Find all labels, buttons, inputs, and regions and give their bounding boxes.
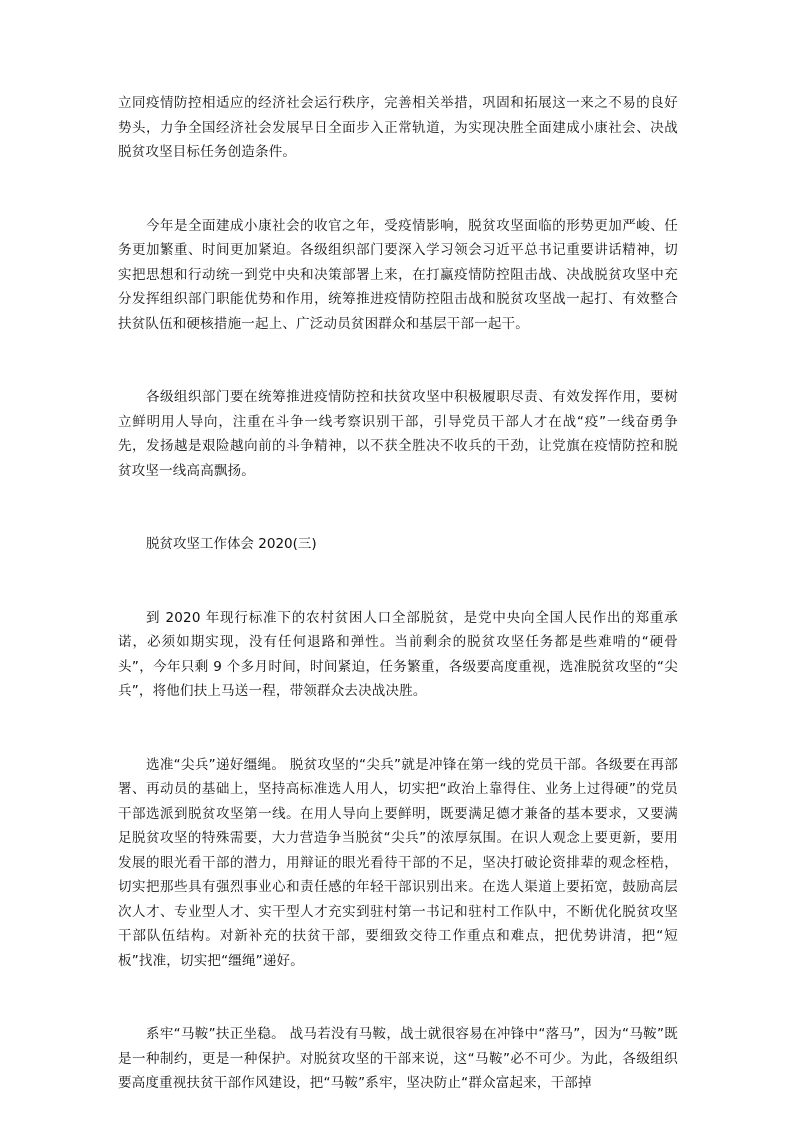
section-title: 脱贫攻坚工作体会 2020(三) xyxy=(146,536,317,552)
paragraph-gap xyxy=(118,973,678,1022)
paragraph-continuation: 立同疫情防控相适应的经济社会运行秩序，完善相关举措，巩固和拓展这一来之不易的良好势头，力争全国经济社会发展早日全面步入正常轨道，为实现决胜全面建成小康社会、决战脱贫攻坚目标任务创造条件。 xyxy=(118,95,678,160)
paragraph: 今年是全面建成小康社会的收官之年，受疫情影响，脱贫攻坚面临的形势更加严峻、任务更加繁重、时间更加紧迫。各级组织部门要深入学习领会习近平总书记重要讲话精神，切实把思想和行动统一到党中央和决策部署上来，在打赢疫情防控阻击战、决战脱贫攻坚中充分发挥组织部门职能优势和作用，统筹推进疫情防控阻击战和脱贫攻坚战一起打、有效整合扶贫队伍和硬核措施一起上、广泛动员贫困群众和基层干部一起干。 xyxy=(118,217,678,332)
paragraph: 各级组织部门要在统筹推进疫情防控和扶贫攻坚中积极履职尽责、有效发挥作用，要树立鲜明用人导向，注重在斗争一线考察识别干部，引导党员干部人才在战“疫”一线奋勇争先，发扬越是艰险越向前的斗争精神，以不获全胜决不收兵的干劲，让党旗在疫情防控和脱贫攻坚一线高高飘扬。 xyxy=(118,389,678,479)
paragraph: 到 2020 年现行标准下的农村贫困人口全部脱贫，是党中央向全国人民作出的郑重承诺，必须如期实现，没有任何退路和弹性。当前剩余的脱贫攻坚任务都是些难啃的“硬骨头”，今年只剩 9 个多月时间，时间紧迫，任务繁重，各级要高度重视，选准脱贫攻坚的“尖兵”，将他们扶上马送一程，带领群众去决战决胜。 xyxy=(118,609,678,699)
paragraph-gap xyxy=(118,483,678,532)
paragraph-gap xyxy=(118,704,678,753)
paragraph-gap xyxy=(118,336,678,385)
document-body xyxy=(118,91,678,1096)
paragraph: 选准“尖兵”递好缰绳。 脱贫攻坚的“尖兵”就是冲锋在第一线的党员干部。各级要在再部署、再动员的基础上，坚持高标准选人用人，切实把“政治上靠得住、业务上过得硬”的党员干部选派到脱贫攻坚第一线。在用人导向上要鲜明，既要满足德才兼备的基本要求，又要满足脱贫攻坚的特殊需要，大力营造争当脱贫“尖兵”的浓厚氛围。在识人观念上要更新，要用发展的眼光看干部的潜力，用辩证的眼光看待干部的不足，坚决打破论资排辈的观念桎梏，切实把那些具有强烈事业心和责任感的年轻干部识别出来。在选人渠道上要拓宽，鼓励高层次人才、专业型人才、实干型人才充实到驻村第一书记和驻村工作队中，不断优化脱贫攻坚干部队伍结构。对新补充的扶贫干部，要细致交待工作重点和难点，把优势讲清，把“短板”找准，切实把“缰绳”递好。 xyxy=(118,756,678,969)
paragraph-gap xyxy=(118,165,678,214)
paragraph-gap xyxy=(118,557,678,606)
paragraph: 系牢“马鞍”扶正坐稳。 战马若没有马鞍，战士就很容易在冲锋中“落马”，因为“马鞍”既是一种制约，更是一种保护。对脱贫攻坚的干部来说，这“马鞍”必不可少。为此，各级组织要高度重视扶贫干部作风建设，把“马鞍”系牢，坚决防止“群众富起来，干部掉 xyxy=(118,1026,678,1091)
